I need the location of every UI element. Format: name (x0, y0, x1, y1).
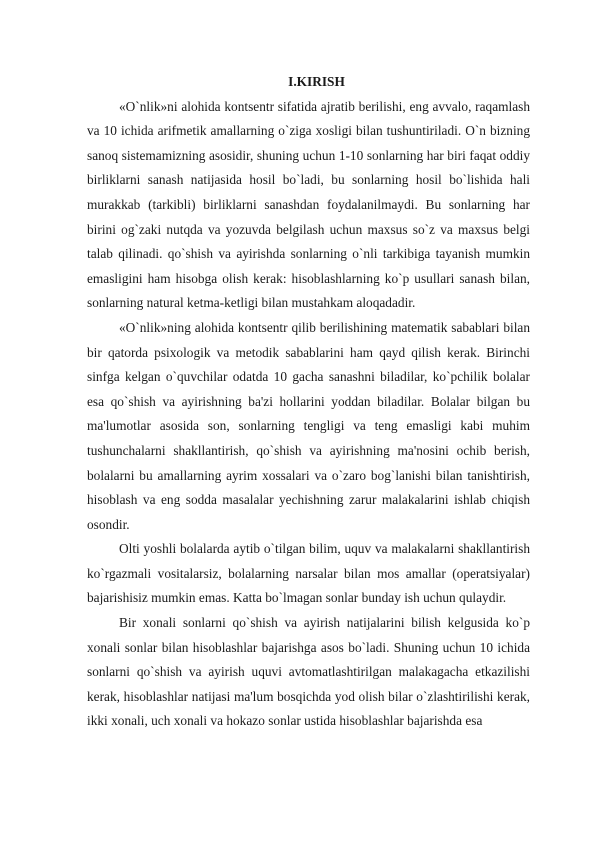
document-body (87, 70, 530, 734)
paragraph-1: «O`nlik»ni alohida kontsentr sifatida ajratib berilishi, eng avvalo, raqamlash va 10 ichida arifmetik amallarning o`ziga xosligi bilan tushuntiriladi. O`n bizning sanoq sistemamizning asosidir, shuning uchun 1-10 sonlarning har biri faqat oddiy birliklarni sanash natijasida hosil bo`ladi, bu sonlarning hosil bo`lishida hali murakkab (tarkibli) birliklarni sanashdan foydalanilmaydi. Bu sonlarning har birini og`zaki nutqda va yozuvda belgilash uchun maxsus so`z va maxsus belgi talab qilinadi. qo`shish va ayirishda sonlarning o`nli tarkibiga tayanish mumkin emasligini ham hisobga olish kerak: hisoblashlarning ko`p usullari sanash bilan, sonlarning natural ketma-ketligi bilan mustahkam aloqadadir. (87, 98, 530, 311)
page-title: I.KIRISH (288, 74, 345, 89)
paragraph-3: Olti yoshli bolalarda aytib o`tilgan bilim, uquv va malakalarni shakllantirish ko`rgazmali vositalarsiz, bolalarning narsalar bilan mos amallar (operatsiyalar) bajarishisiz mumkin emas. Katta bo`lmagan sonlar bunday ish uchun qulaydir. (87, 541, 530, 606)
paragraph-4: Bir xonali sonlarni qo`shish va ayirish natijalarini bilish kelgusida ko`p xonali sonlar bilan hisoblashlar bajarishga asos bo`ladi. Shuning uchun 10 ichida sonlarni qo`shish va ayirish uquvi avtomatlashtirilgan malakagacha etkazilishi kerak, hisoblashlar natijasi ma'lum bosqichda yod olish bilar o`zlashtirilishi kerak, ikki xonali, uch xonali va hokazo sonlar ustida hisoblashlar bajarishda esa (87, 615, 530, 729)
paragraph-2: «O`nlik»ning alohida kontsentr qilib berilishining matematik sabablari bilan bir qatorda psixologik va metodik sabablarini ham qayd qilish kerak. Birinchi sinfga kelgan o`quvchilar odatda 10 gacha sanashni biladilar, ko`pchilik bolalar esa qo`shish va ayirishning ba'zi hollarini yoddan biladilar. Bolalar bilgan bu ma'lumotlar asosida son, sonlarning tengligi va teng emasligi kabi muhim tushunchalarni shakllantirish, qo`shish va ayirishning ma'nosini ochib berish, bolalarni bu amallarning ayrim xossalari va o`zaro bog`lanishi bilan tanishtirish, hisoblash va eng sodda masalalar yechishning zarur malakalarini ishlab chiqish osondir. (87, 319, 530, 532)
